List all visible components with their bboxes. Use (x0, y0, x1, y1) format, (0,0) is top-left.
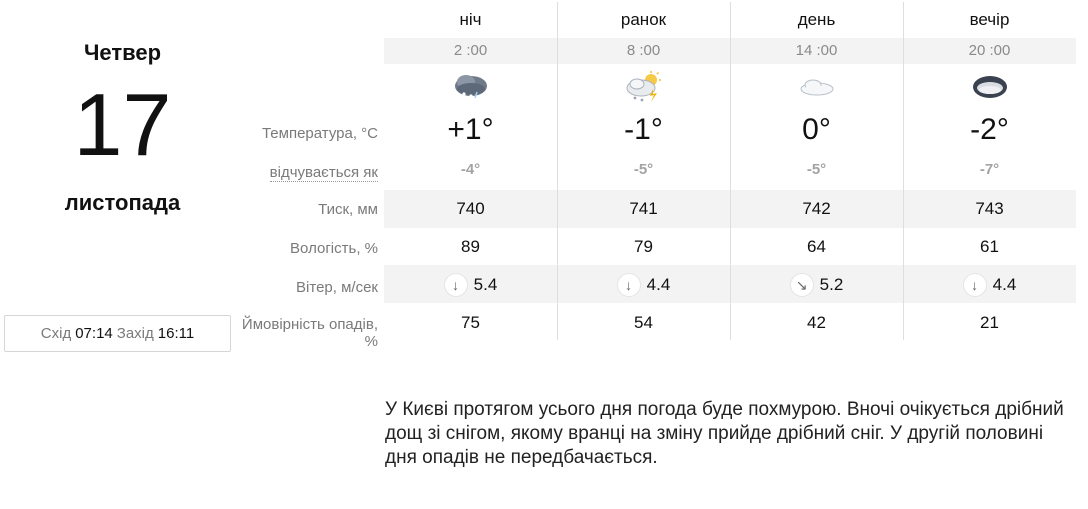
period-time: 20 :00 (968, 42, 1011, 59)
wind-cell (557, 273, 730, 297)
period-name: день (797, 10, 836, 29)
temperature-value: +1° (447, 113, 494, 146)
humidity-label: Вологість, % (290, 240, 378, 257)
sunrise-label: Схід (40, 325, 72, 342)
temperature-value: -2° (970, 113, 1009, 146)
sunset-time: 16:11 (157, 325, 195, 342)
precipitation-value: 54 (634, 313, 653, 332)
wind-value: 4.4 (992, 275, 1017, 294)
period-time: 14 :00 (795, 42, 838, 59)
humidity-value: 79 (634, 237, 653, 256)
humidity-value: 61 (980, 237, 999, 256)
period-name: ніч (459, 10, 482, 29)
feels-like-value: -7° (979, 161, 1000, 178)
sunset-label: Захід (116, 325, 154, 342)
temperature-label: Температура, °C (261, 125, 378, 142)
period-name: вечір (969, 10, 1010, 29)
cloud-rain-snow-icon (451, 72, 491, 102)
pressure-value: 741 (629, 199, 658, 218)
wind-direction-icon: ↘ (790, 273, 814, 297)
wind-value: 4.4 (646, 275, 671, 294)
humidity-value: 64 (807, 237, 826, 256)
humidity-value: 89 (461, 237, 480, 256)
period-name: ранок (620, 10, 667, 29)
wind-direction-icon: ↓ (617, 273, 641, 297)
temperature-value: -1° (624, 113, 663, 146)
day-number: 17 (73, 75, 172, 174)
sunrise-time: 07:14 (75, 325, 113, 342)
pressure-value: 740 (456, 199, 485, 218)
month-name: листопада (64, 190, 181, 215)
sunrise-sunset-box (4, 315, 231, 352)
wind-cell (903, 273, 1076, 297)
precipitation-value: 42 (807, 313, 826, 332)
temperature-value: 0° (802, 113, 831, 146)
dark-cloud-icon (970, 73, 1010, 101)
wind-value: 5.4 (473, 275, 498, 294)
weather-description: У Києві протягом усього дня погода буде похмурою. Вночі очікується дрібний дощ зі снігом, якому вранці на зміну прийде дрібний сніг. У другій половині дня опадів не передбачається. (385, 399, 1064, 468)
wind-direction-icon: ↓ (963, 273, 987, 297)
cloud-snow-sun-icon (623, 71, 665, 103)
wind-cell (384, 273, 557, 297)
pressure-label: Тиск, мм (318, 201, 378, 218)
feels-like-value: -5° (633, 161, 654, 178)
period-time: 2 :00 (453, 42, 488, 59)
wind-label: Вітер, м/сек (296, 279, 378, 296)
pressure-value: 743 (975, 199, 1004, 218)
feels-like-label[interactable]: відчувається як (269, 164, 378, 181)
period-time: 8 :00 (626, 42, 661, 59)
precipitation-value: 75 (461, 313, 480, 332)
pressure-value: 742 (802, 199, 831, 218)
feels-like-value: -5° (806, 161, 827, 178)
feels-like-value: -4° (460, 161, 481, 178)
cloud-icon (797, 76, 837, 98)
wind-cell (730, 273, 903, 297)
precipitation-value: 21 (980, 313, 999, 332)
precipitation-label: Ймовірність опадів, % (241, 316, 378, 350)
wind-value: 5.2 (819, 275, 844, 294)
wind-direction-icon: ↓ (444, 273, 468, 297)
weekday: Четвер (83, 40, 162, 65)
